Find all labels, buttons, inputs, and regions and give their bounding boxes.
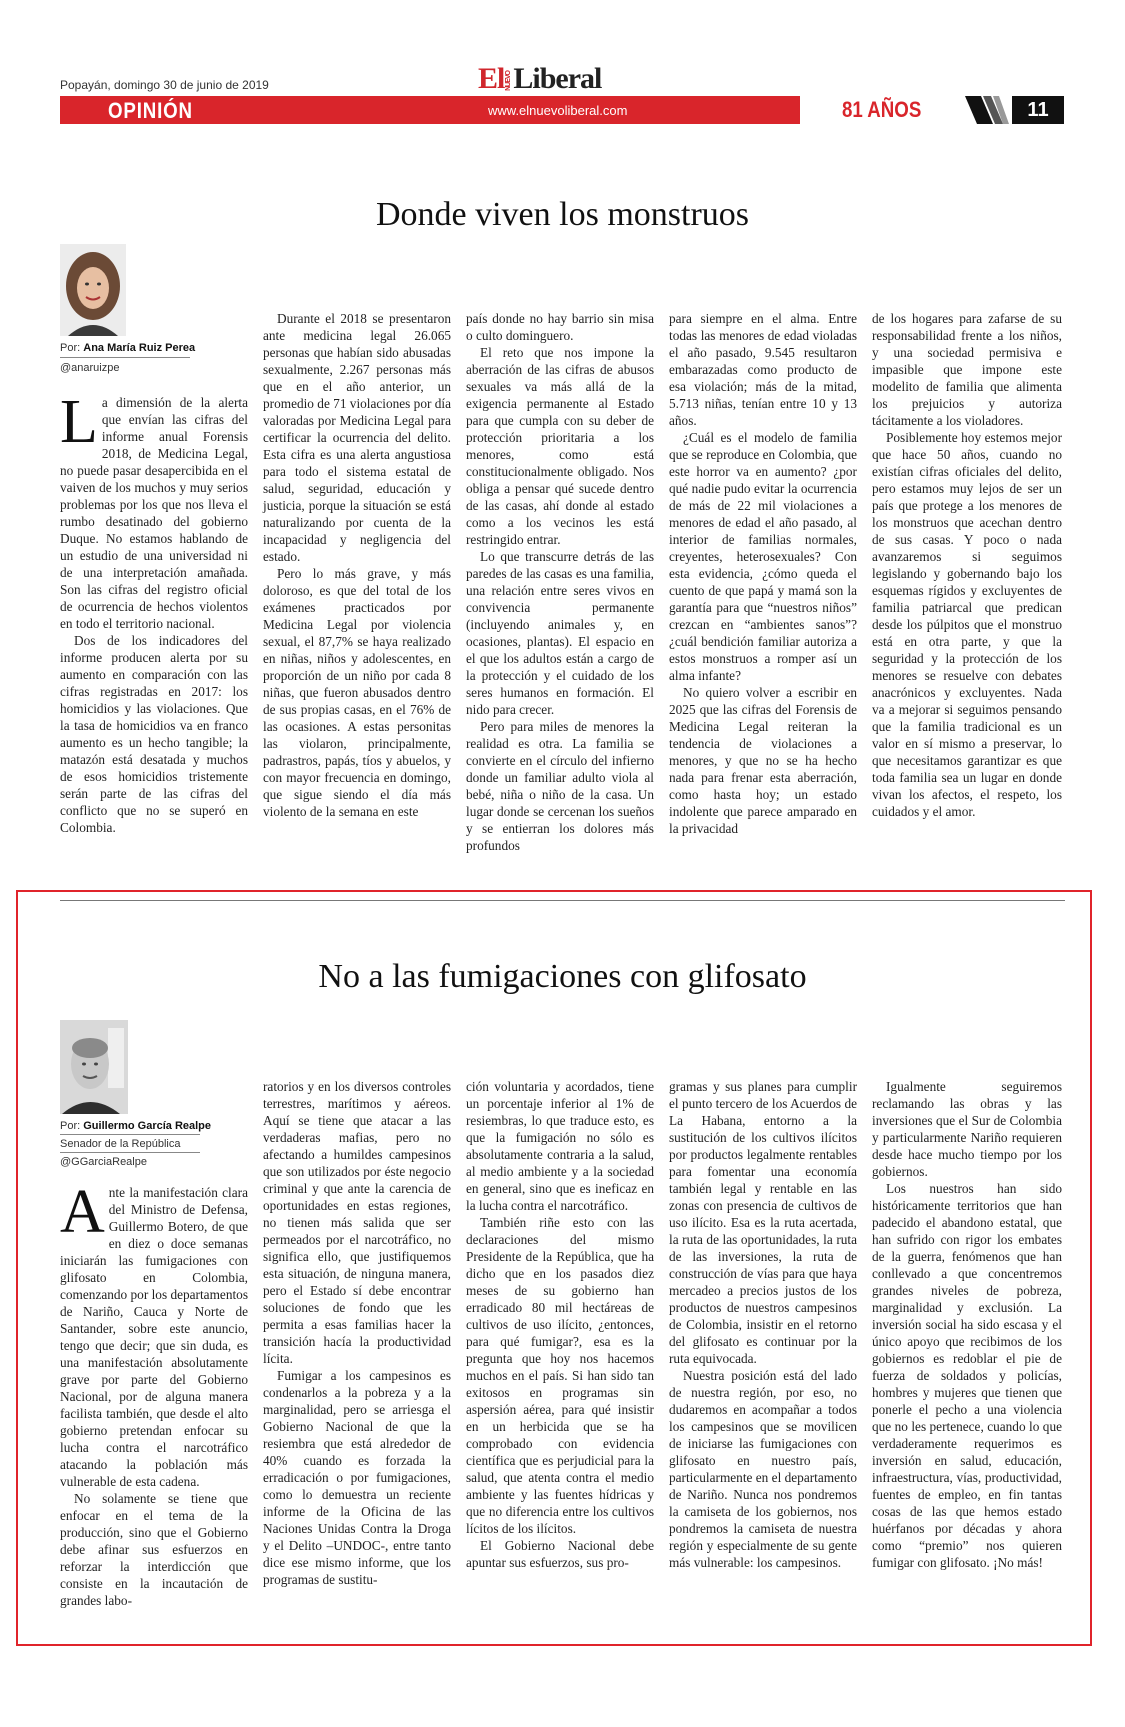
paragraph: nte la manifestación clara del Ministro de Defensa, Guillermo Botero, de que en diez o doce semanas iniciarán las fumigaciones con glifosato en Colombia, comenzando por los departamentos de Nariño, Cauca y Norte de Santander, sobre este anuncio, tengo que decir; que sin duda, es una manifestación absolutamente grave por parte del Gobierno Nacional, por de alguna manera facilista también, que desde el alto gobierno pretendan enfocar su lucha contra el narcotráfico atacando la población más vulnerable de esta cadena.: [60, 1185, 248, 1489]
author-name: Ana María Ruiz Perea: [83, 342, 196, 354]
newspaper-logo: ElNUEVOLiberal: [478, 62, 602, 95]
byline-divider: [60, 1152, 200, 1153]
article-column-5: [872, 1078, 1062, 1571]
article-column-3: [466, 310, 654, 854]
website-url: www.elnuevoliberal.com: [488, 103, 628, 118]
paragraph: Igualmente seguiremos reclamando las obras y las inversiones que el Sur de Colombia y particularmente Nariño requieren desde hace mucho tiempo por los gobiernos.: [872, 1079, 1062, 1179]
section-label: OPINIÓN: [108, 98, 193, 123]
article-column-1: [60, 388, 248, 836]
article-column-2: [263, 310, 451, 820]
author-handle: @GGarciaRealpe: [60, 1156, 147, 1168]
paragraph: Los nuestros han sido históricamente territorios que han padecido el abandono estatal, que han sufrido con rigor los embates de la guerra, fenómenos que han conllevado a que concentremos grandes niveles de pobreza, marginalidad y exclusión. La inversión social ha sido escasa y el único apoyo que recibimos de los gobiernos es redoblar el pie de fuerza de soldados y policías, hombres y mujeres que tienen que ponerle el pecho a una violencia que no les pertenece, cuando lo que verdaderamente requerimos es inversión en salud, educación, infraestructura, vías, productividad, fuentes de empleo, en fin tantas cosas de las que hemos estado huérfanos por décadas y ahora como “premio” nos quieren fumigar con glifosato. ¡No más!: [872, 1181, 1062, 1570]
paragraph: de los hogares para zafarse de su responsabilidad frente a los niños, y una sociedad permisiva e impasible que impone este modelito de familia que alimenta los prejuicios y autoriza tácitamente a los violadores.: [872, 311, 1062, 428]
author-photo: [60, 244, 126, 336]
anniversary-label: 81 AÑOS: [842, 97, 922, 122]
stripes-decoration-icon: [965, 96, 1009, 124]
author-role: Senador de la República: [60, 1138, 181, 1150]
article-divider: [60, 900, 1065, 901]
paragraph: Fumigar a los campesinos es condenarlos a la pobreza y a la marginalidad, pero se arriesga el Gobierno Nacional de que la resiembra que está alrededor de 40% cuando es forzada la erradicación o por fumigaciones, como lo demuestra un reciente informe de la Oficina de las Naciones Unidas Contra la Droga y el Delito –UNDOC-, entre tanto dice ese mismo informe, que los programas de sustitu-: [263, 1368, 451, 1587]
paragraph: país donde no hay barrio sin misa o culto dominguero.: [466, 311, 654, 343]
byline-divider: [60, 1134, 200, 1135]
paragraph: Posiblemente hoy estemos mejor que hace 50 años, cuando no existían cifras oficiales del delito, pero estamos muy lejos de ser un país que protege a los menores de los monstruos que acechan dentro de sus casas. Y poco o nada avanzaremos si seguimos legislando y gobernando bajo los esquemas rígidos y excluyentes de familia patriarcal que predican desde los púlpitos que el monstruo está en otra parte, y que la seguridad y la protección de los menores se resuelve con debates anacrónicos y excluyentes. Nada va a mejorar si seguimos pensando que la familia tradicional es un valor en sí mismo a preservar, lo que necesitamos garantizar es que toda familia sea un lugar en donde vivan los afectos, el respeto, los cuidados y el amor.: [872, 430, 1062, 819]
article-column-1: [60, 1178, 248, 1609]
paragraph: ¿Cuál es el modelo de familia que se reproduce en Colombia, que este horror va en aumento? ¿por qué nadie pudo evitar la ocurrencia de más de 22 mil violaciones a menores de edad el año pasado, al interior de familias normales, creyentes, heterosexuales? Con esta evidencia, ¿cómo queda el cuento de que papá y mamá son la garantía para que “nuestros niños” crezcan en “ambientes sanos”? ¿cuál bendición familiar autoriza a estos monstruos a romper así un alma infante?: [669, 430, 857, 683]
paragraph: El Gobierno Nacional debe apuntar sus esfuerzos, sus pro-: [466, 1538, 654, 1570]
article-title: No a las fumigaciones con glifosato: [318, 958, 807, 995]
author-photo: [60, 1020, 128, 1114]
author-byline: Por: Ana María Ruiz Perea: [60, 342, 196, 354]
page-number: 11: [1012, 96, 1064, 124]
paragraph: Nuestra posición está del lado de nuestra región, por eso, no dudaremos en acompañar a todos los campesinos que se movilicen de iniciarse las fumigaciones con glifosato en nuestro país, particularmente en el departamento de Nariño. Nunca nos pondremos la camiseta de los gobiernos, nos pondremos la camiseta de nuestra región y especialmente de su gente más vulnerable: los campesinos.: [669, 1368, 857, 1570]
paragraph: Dos de los indicadores del informe producen alerta por su aumento en comparación con las cifras registradas en 2017: los homicidios y las violaciones. Que la tasa de homicidios va en franco aumento es un hecho tangible; la matazón está desatada y muchos de esos homicidios tristemente serán parte de las cifras del conflicto que no se superó en Colombia.: [60, 633, 248, 835]
paragraph: Durante el 2018 se presentaron ante medicina legal 26.065 personas que habían sido abusadas sexualmente, 2.267 personas más que en el año anterior, un promedio de 71 violaciones por día valoradas por Medicina Legal para certificar la ocurrencia del delito. Esta cifra es una alerta angustiosa para todo el sistema estatal de salud, seguridad, educación y justicia, porque la situación se está naturalizando por cuenta de la incapacidad y negligencia del estado.: [263, 311, 451, 564]
paragraph: para siempre en el alma. Entre todas las menores de edad violadas el año pasado, 9.545 resultaron embarazadas como producto de esa violación; más de la mitad, 5.713 niñas, tenían entre 10 y 13 años.: [669, 311, 857, 428]
author-byline: Por: Guillermo García Realpe: [60, 1120, 212, 1132]
article-column-5: [872, 310, 1062, 820]
article-title: Donde viven los monstruos: [375, 196, 750, 233]
author-handle: @anaruizpe: [60, 362, 120, 374]
paragraph: Pero para miles de menores la realidad es otra. La familia se convierte en el círculo del infierno donde un familiar adulto viola al bebé, niña o niño de la casa. Un lugar donde se cercenan los sueños y se entierran los dolores más profundos: [466, 719, 654, 853]
paragraph: gramas y sus planes para cumplir el punto tercero de los Acuerdos de La Habana, entorno a la sustitución de los cultivos ilícitos por productos legalmente rentables para fomentar una economía también legal y rentable en las zonas con presencia de cultivos de uso ilícito. Esa es la ruta acertada, la ruta de las oportunidades, la ruta de las inversiones, la ruta de construcción de vías para que haya mercadeo a precios justos de los productos de nuestros campesinos de Colombia, insistir en el retorno del glifosato es continuar por la ruta equivocada.: [669, 1079, 857, 1366]
byline-divider: [60, 357, 190, 358]
article-column-2: [263, 1078, 451, 1588]
edition-date: Popayán, domingo 30 de junio de 2019: [60, 78, 269, 92]
paragraph: a dimensión de la alerta que envían las cifras del informe anual Forensis 2018, de Medicina Legal, no puede pasar desapercibida en el vaiven de los muchos y muy serios problemas por los que nos lleva el rumbo desatinado del gobierno Duque. No estamos hablando de un estudio de una universidad ni de una interpretación amañada. Son las cifras del registro oficial de ocurrencia de hechos violentos en todo el territorio nacional.: [60, 395, 248, 631]
article-column-4: [669, 310, 857, 837]
paragraph: ción voluntaria y acordados, tiene un porcentaje inferior al 1% de resiembras, lo que traduce esto, es que la fumigación no sólo es absolutamente contraria a la salud, al medio ambiente y a la sociedad en general, sino que es ineficaz en la lucha contra el narcotráfico.: [466, 1079, 654, 1213]
paragraph: El reto que nos impone la aberración de las cifras de abusos sexuales va más allá de la exigencia permanente al Estado para que cumpla con su deber de protección prioritaria a los menores, como está constitucionalmente obligado. Nos obliga a pensar qué sucede dentro de las casas, ahí donde al estado como a los vecinos les está restringido entrar.: [466, 345, 654, 547]
article-column-3: [466, 1078, 654, 1571]
paragraph: También riñe esto con las declaraciones del mismo Presidente de la República, que ha dicho que en los pasados diez meses de su gobierno han erradicado 80 mil hectáreas de cultivos de uso ilícito, ¿entonces, para qué fumigar?, esa es la pregunta que hoy nos hacemos muchos en el país. Si han sido tan exitosos en programas sin aspersión aérea, para qué insistir en un herbicida que se ha comprobado con evidencia científica que es perjudicial para la salud, que atenta contra el medio ambiente y las fuentes hídricas y que no diferencia entre los cultivos lícitos de los ilícitos.: [466, 1215, 654, 1536]
drop-cap: L: [60, 388, 98, 456]
paragraph: Lo que transcurre detrás de las paredes de las casas es una familia, una relación entre seres vivos en convivencia permanente (incluyendo animales y, en ocasiones, plantas). El espacio en el que los adultos están a cargo de la protección y el cuidado de los seres humanos en formación. El nido para crecer.: [466, 549, 654, 717]
author-name: Guillermo García Realpe: [83, 1120, 212, 1132]
paragraph: ratorios y en los diversos controles terrestres, marítimos y aéreos. Aquí se tiene que atacar a las verdaderas mafias, pero no afectando a humildes campesinos que son utilizados por éste negocio criminal y que ante la carencia de oportunidades en estas regiones, no tienen más salida que ser permeados por el narcotráfico, no significa ello, que justifiquemos esta situación, de ninguna manera, pero el Estado sí debe encontrar soluciones de fondo que les permita a esas familias hacer la transición hacía la productividad lícita.: [263, 1079, 451, 1366]
drop-cap: A: [60, 1178, 105, 1246]
paragraph: No quiero volver a escribir en 2025 que las cifras del Forensis de Medicina Legal reiteran la tendencia de violaciones a menores, y que no se ha hecho nada para frenar esta aberración, como hasta hoy; un estado indolente que parece amparado en la privacidad: [669, 685, 857, 836]
paragraph: No solamente se tiene que enfocar en el tema de la producción, sino que el Gobierno debe afinar sus esfuerzos en reforzar la interdicción que consiste en la incautación de grandes labo-: [60, 1491, 248, 1608]
article-column-4: [669, 1078, 857, 1571]
paragraph: Pero lo más grave, y más doloroso, es que del total de los exámenes practicados por Medicina Legal por violencia sexual, el 87,7% se haya realizado en niñas, niños y adolescentes, en proporción de un niño por cada 8 niñas, que fueron abusados dentro de sus propias casas, en el 76% de las ocasiones. A estas personitas las violaron, principalmente, padrastros, papás, tíos y abuelos, y con mayor frecuencia en domingo, que sigue siendo el día más violento de la semana en este: [263, 566, 451, 819]
